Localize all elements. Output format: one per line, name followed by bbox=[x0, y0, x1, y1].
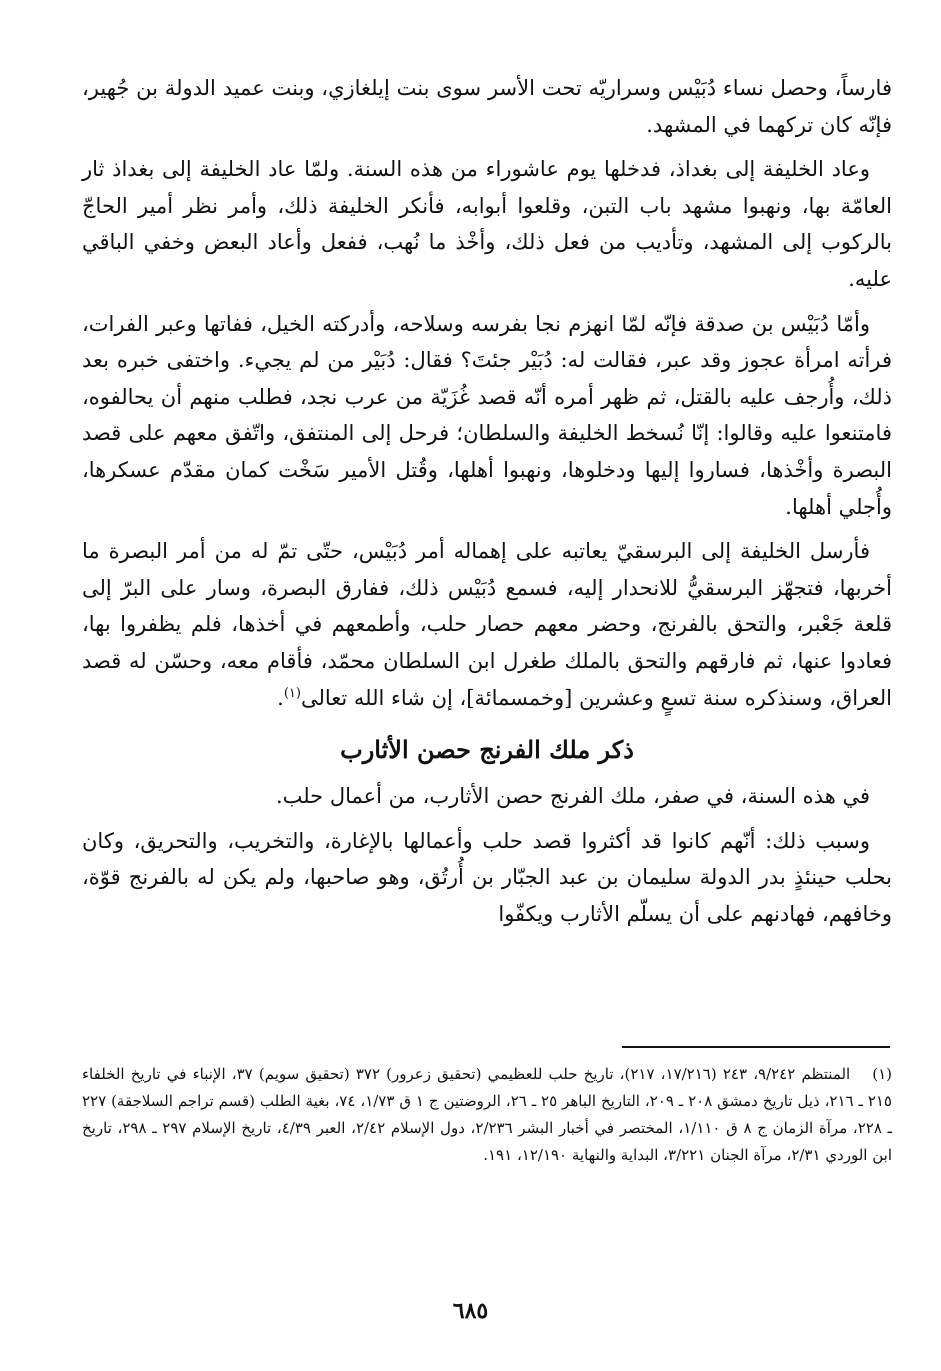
footnote bbox=[82, 1061, 892, 1169]
page-number: ٦٨٥ bbox=[452, 1298, 489, 1324]
paragraph-6: وسبب ذلك: أنّهم كانوا قد أكثروا قصد حلب وأعمالها بالإغارة، والتخريب، والتحريق، وكان بحلب حينئذٍ بدر الدولة سليمان بن عبد الجبّار بن أُرتُق، وهو صاحبها، ولم يكن له بالفرنج قوّة، وخافهم، فهادنهم على أن يسلّم الأثارب ويكفّوا bbox=[82, 828, 892, 926]
main-text bbox=[82, 70, 892, 940]
paragraph-2: وعاد الخليفة إلى بغداذ، فدخلها يوم عاشوراء من هذه السنة. ولمّا عاد الخليفة إلى بغداذ ثار العامّة بها، ونهبوا مشهد باب التبن، وقلعوا أبوابه، فأنكر الخليفة ذلك، وأمر نظر أمير الحاجّ بالركوب إلى المشهد، وتأديب من فعل ذلك، وأخْذ ما نُهب، ففعل وأعاد البعض وخفي الباقي عليه. bbox=[82, 157, 892, 291]
footnote-divider bbox=[622, 1046, 890, 1048]
paragraph-3: وأمّا دُبَيْس بن صدقة فإنّه لمّا انهزم نجا بفرسه وسلاحه، وأدركته الخيل، ففاتها وعبر الفرات، فرأته امرأة عجوز وقد عبر، فقالت له: دُبَيْر جئتَ؟ فقال: دُبَيْر من لم يجيء. واختفى خبره بعد ذلك، وأُرجف عليه بالقتل، ثم ظهر أمره أنّه قصد غُزَيّة من عرب نجد، فطلب منهم أن يحالفوه، فامتنعوا عليه وقالوا: إنّا نُسخط الخليفة والسلطان؛ فرحل إلى المنتفق، واتّفق معهم على قصد البصرة وأخْذها، فساروا إليها ودخلوها، ونهبوا أهلها، وقُتل الأمير سَخْت كمان مقدّم عسكرها، وأُجلي أهلها. bbox=[82, 311, 892, 519]
paragraph-4-end: . bbox=[277, 685, 284, 710]
footnote-marker: (١) bbox=[283, 685, 301, 701]
paragraph-5: في هذه السنة، في صفر، ملك الفرنج حصن الأثارب، من أعمال حلب. bbox=[275, 784, 870, 809]
footnote-number: (١) bbox=[872, 1065, 893, 1083]
footnote-text: المنتظم ٩/٢٤٢، ٢٤٣ (١٧/٢١٦، ٢١٧)، تاريخ حلب للعظيمي (تحقيق زعرور) ٣٧٢ (تحقيق سويم) ٣٧، الإنباء في تاريخ الخلفاء ٢١٥ ـ ٢١٦، ذيل تاريخ دمشق ٢٠٨ ـ ٢٠٩، التاريخ الباهر ٢٥ ـ ٢٦، الروضتين ج ١ ق ١/٧٣، ٧٤، بغية الطلب (قسم تراجم السلاجقة) ٢٢٧ ـ ٢٢٨، مرآة الزمان ج ٨ ق ١/١١٠، المختصر في أخبار البشر ٢/٢٣٦، دول الإسلام ٢/٤٢، العبر ٤/٣٩، تاريخ الإسلام ٢٩٧ ـ ٢٩٨، تاريخ ابن الوردي ٢/٣١، مرآة الجنان ٣/٢٢١، البداية والنهاية ١٢/١٩٠، ١٩١. bbox=[82, 1065, 892, 1164]
paragraph-4 bbox=[82, 533, 892, 716]
paragraph-1: فارساً، وحصل نساء دُبَيْس وسراريّه تحت الأسر سوى بنت إيلغازي، وبنت عميد الدولة بن جُهير، فإنّه كان تركهما في المشهد. bbox=[82, 76, 892, 137]
paragraph-4-text: فأرسل الخليفة إلى البرسقيّ يعاتبه على إهماله أمر دُبَيْس، حتّى تمّ له من أمر البصرة ما أخربها، فتجهّز البرسقيُّ للانحدار إليه، فسمع دُبَيْس ذلك، ففارق البصرة، وسار على البرّ إلى قلعة جَعْبر، والتحق بالفرنج، وحضر معهم حصار حلب، وأطمعهم في أخذها، فلم يظفروا بها، فعادوا عنها، ثم فارقهم والتحق بالملك طغرل ابن السلطان محمّد، فأقام معه، وحسّن له قصد العراق، وسنذكره سنة تسعٍ وعشرين [وخمسمائة]، إن شاء الله تعالى bbox=[82, 539, 892, 710]
section-title: ذكر ملك الفرنج حصن الأثارب bbox=[340, 735, 634, 765]
